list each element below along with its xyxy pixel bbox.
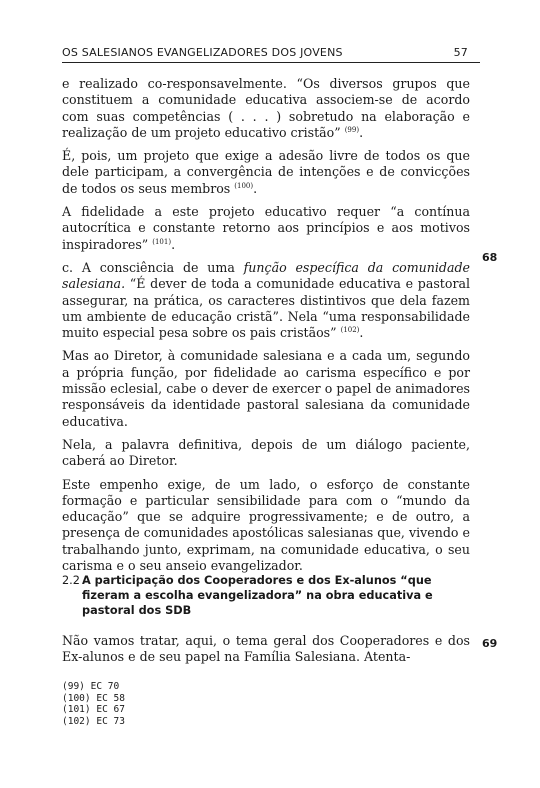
footnote: (100) EC 58	[62, 692, 125, 704]
paragraph: Nela, a palavra definitiva, depois de um diálogo paciente, caberá ao Diretor.	[62, 436, 470, 469]
footnote: (102) EC 73	[62, 715, 125, 727]
paragraph: A fidelidade a este projeto educativo requer “a contínua autocrítica e constante retorno aos princípios e aos motivos inspiradores” $^{(101)}$.	[62, 204, 470, 252]
section-number: 2.2	[62, 574, 80, 587]
footnote-ref[interactable]: (99)	[344, 125, 360, 134]
section-heading	[62, 573, 474, 618]
running-title: OS SALESIANOS EVANGELIZADORES DOS JOVENS	[62, 46, 343, 59]
paragraph: e realizado co-responsavelmente. “Os diversos grupos que constituem a comunidade educativa associem-se de acordo com suas competências ( . . . ) sobretudo na elaboração e realização de um projeto educativo cristão” $^{(99)}$.	[62, 76, 470, 140]
footnotes	[62, 681, 125, 727]
emphasis: função específica da comunidade salesiana.	[62, 259, 470, 292]
paragraph: Este empenho exige, de um lado, o esforço de constante formação e particular sensibilidade para com o “mundo da educação” que se adquire progressivamente; e de outro, a presença de comunidades apostólicas salesianas que, vivendo e trabalhando junto, exprimam, na comunidade educativa, o seu carisma e o seu anseio evangelizador.	[62, 476, 470, 574]
footnote: (99) EC 70	[62, 681, 120, 692]
margin-number-68: 68	[482, 251, 498, 264]
paragraph: Não vamos tratar, aqui, o tema geral dos Cooperadores e dos Ex-alunos e de seu papel na Família Salesiana. Atenta-	[62, 633, 470, 665]
footnote-ref[interactable]: (102)	[340, 326, 360, 335]
main-text	[62, 76, 470, 581]
running-header	[62, 44, 480, 63]
footnote-ref[interactable]: (100)	[234, 181, 254, 190]
footnote: (101) EC 67	[62, 704, 125, 715]
paragraph: É, pois, um projeto que exige a adesão livre de todos os que dele participam, a convergência de intenções e de convicções de todos os seus membros $^{(100)}$.	[62, 148, 470, 196]
paragraph: c. A consciência de uma função específica da comunidade salesiana. “É dever de toda a comunidade educativa e pastoral assegurar, na prática, os caracteres distintivos que dela fazem um ambiente de educação cristã”. Nela “uma responsabilidade muito especial pesa sobre os pais cristãos” $^{(102)}$.	[62, 259, 470, 341]
footnote-ref[interactable]: (101)	[152, 237, 172, 246]
section-title: A participação dos Cooperadores e dos Ex-alunos “que fizeram a escolha evangelizadora” na obra educativa e pastoral dos SDB	[82, 574, 433, 617]
page-number: 57	[453, 46, 468, 59]
paragraph: Mas ao Diretor, à comunidade salesiana e a cada um, segundo a própria função, por fidelidade ao carisma específico e por missão eclesial, cabe o dever de exercer o papel de animadores responsáveis da identidade pastoral salesiana da comunidade educativa.	[62, 348, 470, 429]
section-text	[62, 633, 470, 666]
margin-number-69: 69	[482, 637, 498, 650]
